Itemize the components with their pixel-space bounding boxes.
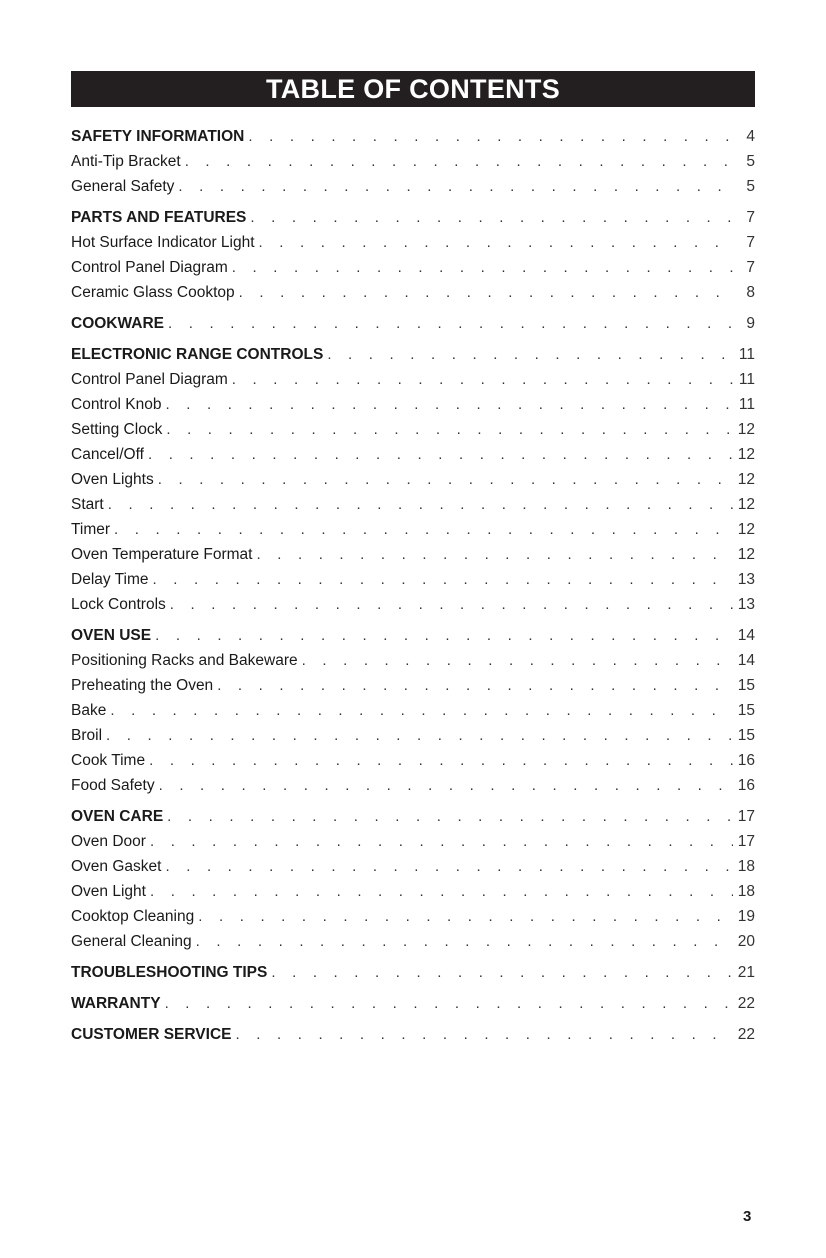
dot-leader — [196, 929, 733, 954]
dot-leader — [165, 991, 733, 1016]
toc-entry-page: 4 — [746, 128, 755, 145]
dot-leader — [167, 804, 733, 829]
toc-entry-page: 11 — [738, 396, 755, 413]
dot-leader — [165, 392, 733, 417]
toc-entry-page: 12 — [737, 471, 755, 488]
toc-section-heading — [71, 804, 755, 829]
dot-leader — [108, 492, 733, 517]
toc-entry-page: 22 — [737, 995, 755, 1012]
toc-entry-label: Lock Controls — [71, 596, 166, 613]
toc-entry-page: 21 — [737, 964, 755, 981]
toc-entry-page: 5 — [746, 178, 755, 195]
toc-entry-page: 16 — [737, 752, 755, 769]
dot-leader — [148, 442, 733, 467]
toc-entry-label: General Cleaning — [71, 933, 192, 950]
toc-entry — [71, 773, 755, 798]
toc-entry-page: 7 — [746, 259, 755, 276]
dot-leader — [159, 773, 733, 798]
toc-entry-page: 13 — [737, 571, 755, 588]
toc-entry-label: Setting Clock — [71, 421, 163, 438]
dot-leader — [236, 1022, 734, 1047]
toc-entry-label: CUSTOMER SERVICE — [71, 1026, 232, 1043]
toc-entry-label: OVEN USE — [71, 627, 152, 644]
toc-entry-page: 5 — [746, 153, 755, 170]
toc-entry — [71, 149, 755, 174]
toc-entry-page: 17 — [737, 833, 755, 850]
toc-entry-label: Broil — [71, 727, 103, 744]
toc-entry-label: Cooktop Cleaning — [71, 908, 195, 925]
toc-entry-page: 18 — [737, 858, 755, 875]
toc-entry-page: 22 — [737, 1026, 755, 1043]
toc-entry-label: Cancel/Off — [71, 446, 144, 463]
toc-entry-label: Delay Time — [71, 571, 149, 588]
toc-entry-page: 13 — [737, 596, 755, 613]
toc-entry-page: 12 — [737, 421, 755, 438]
toc-entry-label: COOKWARE — [71, 315, 164, 332]
toc-entry-label: TROUBLESHOOTING TIPS — [71, 964, 268, 981]
toc-section-heading — [71, 205, 755, 230]
toc-entry — [71, 648, 755, 673]
toc-entry — [71, 929, 755, 954]
toc-entry-label: Oven Light — [71, 883, 146, 900]
toc-entry — [71, 492, 755, 517]
toc-entry — [71, 280, 755, 305]
toc-entry — [71, 698, 755, 723]
dot-leader — [302, 648, 733, 673]
toc-entry-label: Food Safety — [71, 777, 155, 794]
toc-entry-page: 18 — [737, 883, 755, 900]
toc-entry — [71, 174, 755, 199]
dot-leader — [256, 542, 733, 567]
toc-entry-page: 16 — [737, 777, 755, 794]
dot-leader — [168, 311, 733, 336]
toc-entry-page: 8 — [746, 284, 755, 301]
toc-entry — [71, 673, 755, 698]
dot-leader — [239, 280, 733, 305]
dot-leader — [149, 748, 733, 773]
toc-entry — [71, 467, 755, 492]
toc-section-heading — [71, 311, 755, 336]
toc-section-heading — [71, 1022, 755, 1047]
toc-entry-page: 15 — [737, 727, 755, 744]
toc-entry-page: 11 — [738, 371, 755, 388]
toc-section-heading — [71, 623, 755, 648]
dot-leader — [217, 673, 733, 698]
toc-entry — [71, 542, 755, 567]
toc-entry-page: 12 — [737, 496, 755, 513]
toc-entry — [71, 567, 755, 592]
toc-entry-label: Control Panel Diagram — [71, 371, 228, 388]
toc-entry — [71, 748, 755, 773]
dot-leader — [155, 623, 733, 648]
toc-entry-label: Oven Temperature Format — [71, 546, 253, 563]
toc-entry-label: Anti-Tip Bracket — [71, 153, 181, 170]
dot-leader — [114, 517, 733, 542]
toc-entry — [71, 517, 755, 542]
dot-leader — [150, 829, 733, 854]
toc-entry — [71, 392, 755, 417]
toc-entry-label: Positioning Racks and Bakeware — [71, 652, 298, 669]
toc-entry — [71, 854, 755, 879]
toc-section-heading — [71, 124, 755, 149]
dot-leader — [150, 879, 733, 904]
toc-entry-page: 20 — [737, 933, 755, 950]
toc-entry-label: ELECTRONIC RANGE CONTROLS — [71, 346, 324, 363]
toc-entry-label: Start — [71, 496, 104, 513]
toc-entry-page: 14 — [737, 652, 755, 669]
dot-leader — [271, 960, 733, 985]
toc-entry-label: Oven Lights — [71, 471, 154, 488]
dot-leader — [106, 723, 733, 748]
toc-entry-page: 12 — [737, 521, 755, 538]
dot-leader — [327, 342, 733, 367]
toc-entry-label: Control Panel Diagram — [71, 259, 228, 276]
toc-entry — [71, 255, 755, 280]
toc-entry-page: 19 — [737, 908, 755, 925]
toc-entry-label: SAFETY INFORMATION — [71, 128, 245, 145]
toc-entry-label: Control Knob — [71, 396, 162, 413]
dot-leader — [198, 904, 733, 929]
dot-leader — [232, 367, 733, 392]
toc-entry-label: General Safety — [71, 178, 175, 195]
toc-entry-label: Timer — [71, 521, 111, 538]
toc-entry — [71, 417, 755, 442]
dot-leader — [153, 567, 733, 592]
page-number: 3 — [743, 1208, 752, 1225]
toc-entry — [71, 367, 755, 392]
dot-leader — [185, 149, 733, 174]
toc-entry-label: WARRANTY — [71, 995, 161, 1012]
toc-entry-label: OVEN CARE — [71, 808, 164, 825]
toc-section-heading — [71, 960, 755, 985]
toc-entry-label: Ceramic Glass Cooktop — [71, 284, 235, 301]
toc-entry — [71, 230, 755, 255]
toc-entry — [71, 592, 755, 617]
toc-entry — [71, 829, 755, 854]
toc-entry-page: 15 — [737, 677, 755, 694]
toc-entry-label: Hot Surface Indicator Light — [71, 234, 255, 251]
toc-entry-page: 17 — [737, 808, 755, 825]
toc-entry-page: 15 — [737, 702, 755, 719]
page-title: TABLE OF CONTENTS — [265, 74, 561, 104]
toc-section-heading — [71, 991, 755, 1016]
toc-section-heading — [71, 342, 755, 367]
toc-entry-label: Oven Gasket — [71, 858, 162, 875]
toc-entry-label: Preheating the Oven — [71, 677, 214, 694]
dot-leader — [248, 124, 733, 149]
toc-entry — [71, 904, 755, 929]
dot-leader — [166, 417, 733, 442]
toc-entry-page: 12 — [737, 446, 755, 463]
dot-leader — [170, 592, 733, 617]
dot-leader — [158, 467, 733, 492]
dot-leader — [250, 205, 733, 230]
toc-entry-page: 14 — [737, 627, 755, 644]
title-bar — [71, 71, 755, 107]
dot-leader — [232, 255, 733, 280]
toc-entry-page: 9 — [746, 315, 755, 332]
toc-entry-label: Cook Time — [71, 752, 146, 769]
dot-leader — [178, 174, 733, 199]
toc-entry-page: 12 — [737, 546, 755, 563]
toc-entry-label: Bake — [71, 702, 107, 719]
table-of-contents — [71, 124, 755, 1047]
dot-leader — [259, 230, 733, 255]
dot-leader — [165, 854, 733, 879]
toc-entry — [71, 879, 755, 904]
toc-entry-page: 7 — [746, 234, 755, 251]
toc-entry-page: 11 — [738, 346, 755, 363]
toc-entry-label: PARTS AND FEATURES — [71, 209, 247, 226]
dot-leader — [110, 698, 733, 723]
toc-entry — [71, 442, 755, 467]
toc-entry-label: Oven Door — [71, 833, 146, 850]
toc-entry-page: 7 — [746, 209, 755, 226]
toc-entry — [71, 723, 755, 748]
